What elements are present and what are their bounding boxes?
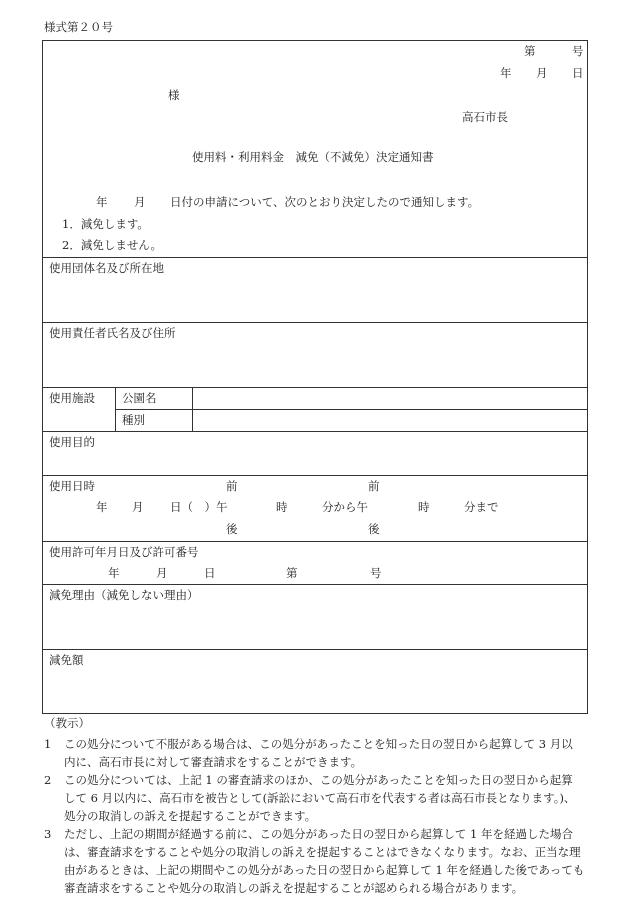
datetime-label: 使用日時 — [49, 479, 95, 493]
date-year-label: 年 — [500, 66, 512, 80]
permit-day: 日 — [204, 566, 216, 580]
addressee-suffix: 様 — [168, 88, 180, 102]
rule — [42, 541, 588, 542]
note-text: この処分については、上記 1 の審査請求のほか、この処分があったことを知った日の翌日から起算 して 6 月以内に、高石市を被告として(訴訟において高石市を代表する者は高石市長となります。)、 処分の取消しの訴えを提起することができます。 — [64, 773, 576, 823]
notes-heading: （教示） — [44, 716, 90, 730]
note-number: 2 — [44, 773, 52, 787]
purpose-label: 使用目的 — [49, 435, 95, 449]
rule — [42, 387, 588, 388]
amount-label: 減免額 — [49, 653, 84, 667]
permit-label: 使用許可年月日及び許可番号 — [49, 545, 199, 559]
number-label: 第 — [524, 44, 536, 58]
number-suffix: 号 — [572, 44, 584, 58]
date-month-label: 月 — [536, 66, 548, 80]
note-number: 1 — [44, 737, 52, 751]
note-item — [44, 825, 604, 897]
rule — [192, 387, 193, 431]
option-reduce: 1．減免します。 — [62, 217, 149, 231]
datetime-year: 年 — [96, 500, 108, 514]
organization-label: 使用団体名及び所在地 — [49, 261, 164, 275]
rule — [115, 409, 588, 410]
intro-year: 年 — [96, 195, 108, 209]
rule — [42, 584, 588, 585]
rule — [42, 322, 588, 323]
note-item — [44, 735, 604, 771]
document-title: 使用料・利用料金 減免（不減免）決定通知書 — [192, 150, 434, 164]
end-pm-label: 後 — [368, 522, 380, 536]
datetime-hour-end: 時 — [418, 500, 430, 514]
form-frame — [42, 40, 588, 714]
rule — [42, 649, 588, 650]
note-item — [44, 771, 604, 825]
note-text: ただし、上記の期間が経過する前に、この処分があった日の翌日から起算して 1 年を経過した場合 は、審査請求をすることや処分の取消しの訴えを提起することはできなくなります。なお、正当な理 由があるときは、上記の期間やこの処分があった日の翌日から起算して 1 年を経過した後であっても 審査請求をすることや処分の取消しの訴えを提起することが認められる場合があります。 — [64, 827, 585, 895]
rule — [42, 475, 588, 476]
permit-month: 月 — [156, 566, 168, 580]
issuer-name: 高石市長 — [462, 110, 508, 124]
rule — [115, 387, 116, 431]
datetime-until: 分まで — [464, 500, 499, 514]
responsible-person-label: 使用責任者氏名及び住所 — [49, 326, 176, 340]
datetime-month: 月 — [132, 500, 144, 514]
note-text: この処分について不服がある場合は、この処分があったことを知った日の翌日から起算して 3 月以 内に、高石市長に対して審査請求をすることができます。 — [64, 737, 573, 769]
facility-label: 使用施設 — [49, 391, 95, 405]
permit-number-suffix: 号 — [370, 566, 382, 580]
start-pm-label: 後 — [226, 522, 238, 536]
type-label: 種別 — [122, 413, 145, 427]
datetime-from: 分から午 — [322, 500, 368, 514]
option-not-reduce: 2．減免しません。 — [62, 238, 163, 252]
date-day-label: 日 — [572, 66, 584, 80]
reason-label: 減免理由（減免しない理由） — [49, 588, 199, 602]
start-am-label: 前 — [226, 479, 238, 493]
rule — [42, 431, 588, 432]
datetime-day: 日（ ）午 — [170, 500, 228, 514]
park-name-label: 公園名 — [122, 391, 157, 405]
note-number: 3 — [44, 827, 52, 841]
intro-text: 日付の申請について、次のとおり決定したので通知します。 — [170, 195, 480, 209]
intro-month: 月 — [134, 195, 146, 209]
rule — [42, 257, 588, 258]
datetime-hour: 時 — [276, 500, 288, 514]
permit-number-label: 第 — [286, 566, 298, 580]
end-am-label: 前 — [368, 479, 380, 493]
permit-year: 年 — [108, 566, 120, 580]
form-number: 様式第２０号 — [44, 20, 113, 34]
